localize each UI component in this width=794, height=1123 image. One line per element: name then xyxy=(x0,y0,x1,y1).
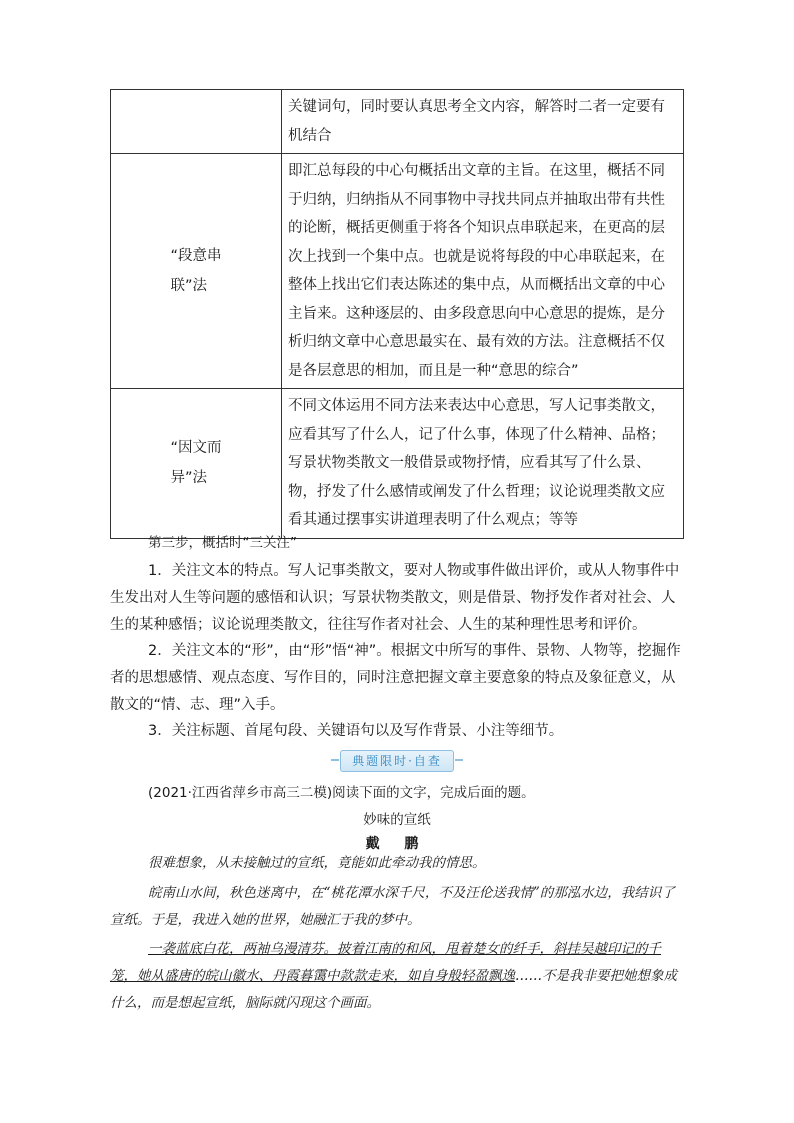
essay-author: 戴 鹏 xyxy=(365,836,429,852)
method-label-line: “段意串 xyxy=(170,248,222,264)
method-table xyxy=(110,89,684,539)
question-source: (2021·江西省萍乡市高三二模)阅读下面的文字，完成后面的题。 xyxy=(148,785,535,801)
step-heading: 第三步，概括时“三关注” xyxy=(148,535,297,551)
method-label-line: 异”法 xyxy=(170,470,207,487)
method-description: 关键词句，同时要认真思考全文内容，解答时二者一定要有机结合 xyxy=(282,90,684,154)
essay-paragraph-2: 皖南山水间，秋色迷离中，在“桃花潭水深千尺，不及汪伦送我情”的那泓水边，我结识了宣纸。于是，我进入她的世界，她融汇于我的梦中。 xyxy=(110,885,675,928)
table-row xyxy=(111,154,684,389)
table-row xyxy=(111,389,684,539)
essay-paragraph-1: 很难想象，从未接触过的宣纸，竟能如此牵动我的情思。 xyxy=(148,855,486,871)
table-row xyxy=(111,90,684,154)
method-label-line: 联”法 xyxy=(170,278,207,294)
method-label xyxy=(111,389,282,539)
underlined-passage: 一袭蓝底白花，两袖乌漫清芬。披着江南的和风，甩着楚女的纤手，斜挂吴越印记的千笼，她从盛唐的皖山徽水、丹霞暮霭中款款走来，如自身般轻盈飘逸 xyxy=(110,941,661,984)
method-label xyxy=(111,154,282,389)
point-2: 2．关注文本的“形”，由“形”悟“神”。根据文中所写的事件、景物、人物等，挖掘作者的思想感情、观点态度、写作目的，同时注意把握文章主要意象的特点及象征意义，从散文的“情、志、理”入手。 xyxy=(110,643,681,713)
method-description: 即汇总每段的中心句概括出文章的主旨。在这里，概括不同于归纳，归纳指从不同事物中寻找共同点并抽取出带有共性的论断，概括更侧重于将各个知识点串联起来，在更高的层次上找到一个集中点。也就是说将每段的中心串联起来，在整体上找出它们表达陈述的集中点，从而概括出文章的中心主旨来。这种逐层的、由多段意思向中心意思的提炼，是分析归纳文章中心意思最实在、最有效的方法。注意概括不仅是各层意思的相加，而且是一种“意思的综合” xyxy=(282,154,684,389)
essay-text: ……不是我非要把她想象成什么，而是想起宣纸，脑际就闪现这个画面。 xyxy=(110,968,677,1011)
section-banner: 典题限时·自查 xyxy=(340,750,454,772)
method-label xyxy=(111,90,282,154)
method-description: 不同文体运用不同方法来表达中心意思，写人记事类散文，应看其写了什么人，记了什么事，体现了什么精神、品格；写景状物类散文一般借景或物抒情，应看其写了什么景、物，抒发了什么感情或阐发了什么哲理；议论说理类散文应看其通过摆事实讲道理表明了什么观点；等等 xyxy=(282,389,684,539)
method-label-line: “因文而 xyxy=(170,440,222,457)
point-1: 1．关注文本的特点。写人记事类散文，要对人物或事件做出评价，或从人物事件中生发出对人生等问题的感悟和认识；写景状物类散文，则是借景、物抒发作者对社会、人生的某种感悟；议论说理类散文，往往写作者对社会、人生的某种理性思考和评价。 xyxy=(110,563,680,633)
point-3: 3．关注标题、首尾句段、关键语句以及写作背景、小注等细节。 xyxy=(148,723,564,739)
essay-title: 妙味的宣纸 xyxy=(363,812,431,828)
essay-paragraph-3 xyxy=(110,936,684,1017)
